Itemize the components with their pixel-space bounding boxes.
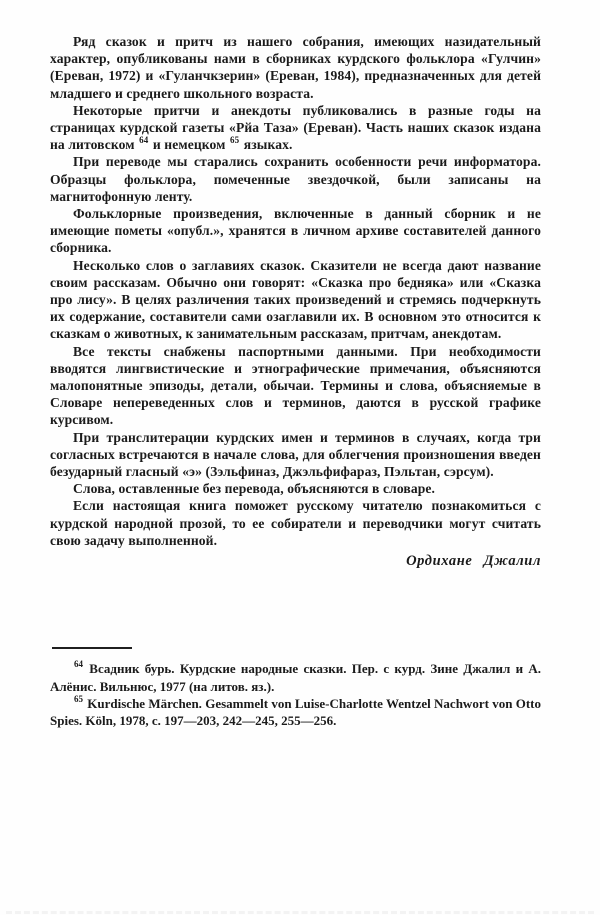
footnote-ref-64: 64	[139, 134, 149, 145]
footnote-64	[50, 660, 541, 695]
paragraph-2-text: языках.	[243, 137, 293, 153]
paragraph-2	[50, 102, 541, 154]
footnote-64-text: Всадник бурь. Курдские народные сказки. Пер. с курд. Зине Джалил и А. Алёнис. Вильнюс, 1977 (на литов. яз.).	[50, 661, 541, 694]
footnote-65-text: Kurdische Märchen. Gesammelt von Luise-Charlotte Wentzel Nachwort von Otto Spies. Köln, 1978, с. 197—203, 242—245, 255—256.	[50, 695, 541, 729]
footnote-65	[50, 695, 541, 730]
preface-text-block	[50, 33, 541, 549]
paragraph-4: Фольклорные произведения, включенные в данный сборник и не имеющие пометы «опубл.», хранятся в личном архиве составителей данного сборника.	[50, 206, 541, 256]
paragraph-2-text: Некоторые притчи и анекдоты публиковались в разные годы на страницах курдской газеты «Рйа Таза» (Ереван). Часть наших сказок издана на литовском	[50, 102, 541, 153]
paragraph-2-text: и немецком	[152, 137, 226, 153]
footnote-65-marker: 65	[74, 693, 83, 704]
paragraph-8: Слова, оставленные без перевода, объясняются в словаре.	[73, 481, 436, 497]
footnotes-block	[50, 660, 541, 730]
paragraph-9: Если настоящая книга поможет русскому читателю познакомиться с курдской народной прозой, то ее собиратели и переводчики могут считать свою задачу выполненной.	[50, 498, 541, 548]
footnote-64-marker: 64	[74, 658, 83, 669]
scan-edge-artifact	[6, 911, 594, 914]
paragraph-5: Несколько слов о заглавиях сказок. Сказители не всегда дают название своим рассказам. Обычно они говорят: «Сказка про бедняка» или «Сказка про лису». В целях различения таких произведений и стремясь подчеркнуть их содержание, составители сами озаглавили их. В основном это относится к сказкам о животных, к занимательным рассказам, притчам, анекдотам.	[50, 257, 541, 342]
paragraph-1: Ряд сказок и притч из нашего собрания, имеющих назидательный характер, опубликованы нами в сборниках курдского фольклора «Гулчин» (Ереван, 1972) и «Гуланчкзерин» (Ереван, 1984), предназначенных для детей младшего и среднего школьного возраста.	[50, 34, 541, 101]
footnote-ref-65: 65	[230, 134, 240, 145]
paragraph-3: При переводе мы старались сохранить особенности речи информатора. Образцы фольклора, помеченные звездочкой, были записаны на магнитофонную ленту.	[50, 154, 541, 204]
author-signature: Ордихане Джалил	[406, 553, 541, 570]
paragraph-7: При транслитерации курдских имен и терминов в случаях, когда три согласных встречаются в начале слова, для облегчения произношения введен безударный гласный «э» (Зэльфиназ, Джэльфифараз, Пэльтан, сэрсум).	[50, 429, 541, 480]
footnote-separator	[52, 647, 132, 649]
paragraph-6: Все тексты снабжены паспортными данными. При необходимости вводятся лингвистические и этнографические примечания, объясняются малопонятные эпизоды, детали, обычаи. Термины и слова, объясняемые в Словаре непереведенных слов и терминов, даются в русской графике курсивом.	[50, 343, 541, 428]
